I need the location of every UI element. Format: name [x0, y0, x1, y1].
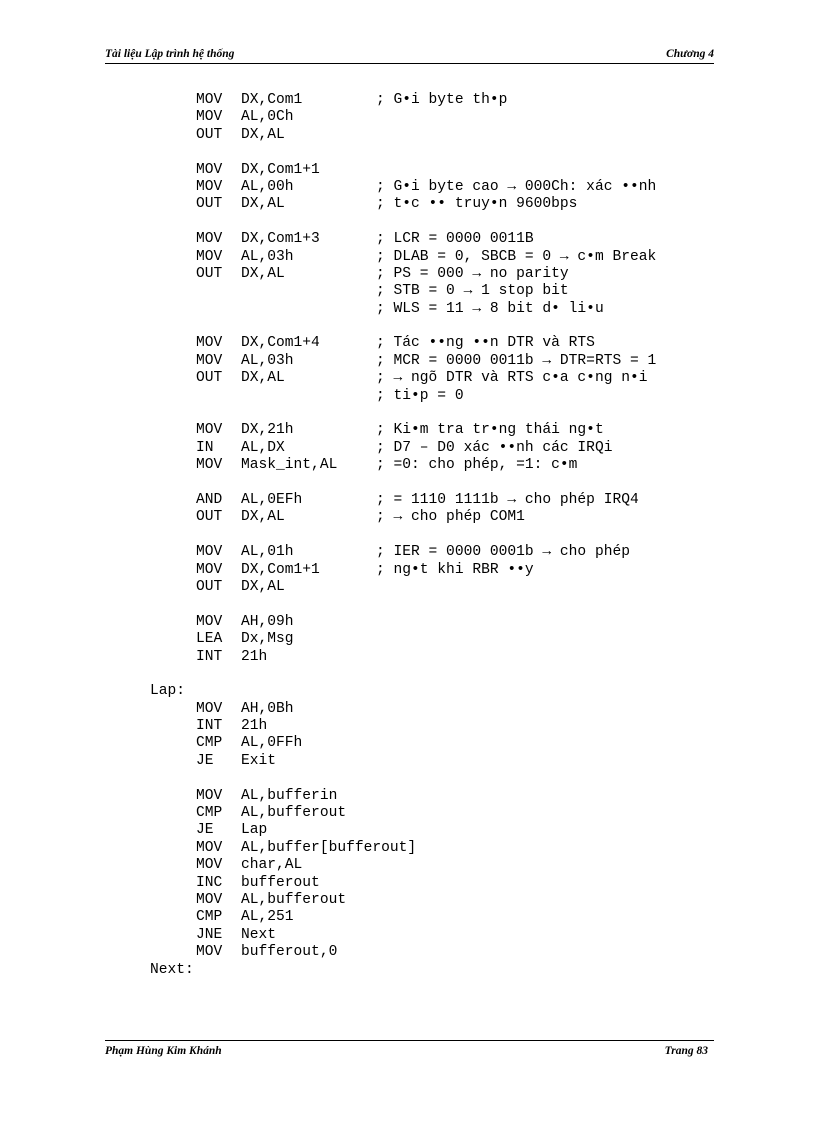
code-operand: AL,bufferout: [241, 891, 347, 908]
code-comment: ; IER = 0000 0001b → cho phép: [376, 544, 630, 561]
code-operand: DX,AL: [241, 265, 285, 282]
code-line: [150, 370, 750, 387]
code-operand: DX,Com1+1: [241, 161, 320, 178]
code-operand: Next: [241, 926, 277, 943]
code-comment: ; = 1110 1111b → cho phép IRQ4: [376, 491, 639, 508]
code-line: [150, 335, 750, 352]
code-line: [150, 875, 750, 892]
code-opcode: MOV: [196, 352, 223, 369]
code-line: [150, 301, 750, 318]
code-opcode: MOV: [196, 944, 223, 961]
code-opcode: JE: [196, 822, 214, 839]
code-comment: ; Ki•m tra tr•ng thái ng•t: [376, 422, 604, 439]
code-line: [150, 544, 750, 561]
code-operand: AL,03h: [241, 248, 294, 265]
code-operand: DX,AL: [241, 370, 285, 387]
code-line: [150, 788, 750, 805]
code-operand: AL,251: [241, 909, 294, 926]
code-line: [150, 353, 750, 370]
code-opcode: MOV: [196, 161, 223, 178]
code-operand: AL,bufferin: [241, 787, 338, 804]
code-opcode: JNE: [196, 926, 223, 943]
code-opcode: MOV: [196, 231, 223, 248]
code-opcode: OUT: [196, 126, 223, 143]
code-operand: Mask_int,AL: [241, 457, 338, 474]
code-operand: AL,bufferout: [241, 805, 347, 822]
code-operand: 21h: [241, 648, 268, 665]
code-blank-line: [150, 770, 750, 787]
code-opcode: MOV: [196, 109, 223, 126]
code-blank-line: [150, 144, 750, 161]
code-operand: AL,00h: [241, 178, 294, 195]
code-opcode: INT: [196, 718, 223, 735]
code-operand: Exit: [241, 752, 277, 769]
code-line: [150, 179, 750, 196]
code-opcode: INC: [196, 874, 223, 891]
code-operand: AH,0Bh: [241, 700, 294, 717]
code-line: [150, 162, 750, 179]
code-comment: ; DLAB = 0, SBCB = 0 → c•m Break: [376, 248, 657, 265]
code-line: [150, 805, 750, 822]
code-line: [150, 92, 750, 109]
code-comment: ; Tác ••ng ••n DTR và RTS: [376, 335, 595, 352]
code-operand: DX,AL: [241, 578, 285, 595]
code-opcode: MOV: [196, 839, 223, 856]
code-opcode: OUT: [196, 578, 223, 595]
code-blank-line: [150, 666, 750, 683]
code-line: [150, 840, 750, 857]
code-line: [150, 822, 750, 839]
code-opcode: OUT: [196, 509, 223, 526]
page-footer: [105, 1040, 714, 1061]
code-operand: Dx,Msg: [241, 631, 294, 648]
code-blank-line: [150, 214, 750, 231]
code-line: [150, 614, 750, 631]
code-comment: ; → cho phép COM1: [376, 509, 525, 526]
code-line: [150, 735, 750, 752]
code-comment: ; WLS = 11 → 8 bit d• li•u: [376, 300, 604, 317]
code-line: [150, 649, 750, 666]
code-operand: AL,0Ch: [241, 109, 294, 126]
code-operand: AH,09h: [241, 613, 294, 630]
code-comment: ; G•i byte cao → 000Ch: xác ••nh: [376, 178, 657, 195]
code-opcode: MOV: [196, 787, 223, 804]
code-line: [150, 701, 750, 718]
code-opcode: MOV: [196, 561, 223, 578]
code-operand: 21h: [241, 718, 268, 735]
code-opcode: CMP: [196, 909, 223, 926]
code-opcode: MOV: [196, 335, 223, 352]
code-operand: DX,Com1+3: [241, 231, 320, 248]
code-line: [150, 266, 750, 283]
code-opcode: MOV: [196, 92, 223, 108]
code-line: [150, 196, 750, 213]
code-label: Lap:: [150, 683, 186, 700]
code-label: Next:: [150, 961, 194, 978]
code-comment: ; G•i byte th•p: [376, 92, 508, 108]
code-operand: AL,0FFh: [241, 735, 303, 752]
code-line: [150, 422, 750, 439]
code-line: [150, 718, 750, 735]
code-opcode: AND: [196, 491, 223, 508]
code-opcode: MOV: [196, 613, 223, 630]
code-comment: ; LCR = 0000 0011B: [376, 231, 534, 248]
code-line: [150, 631, 750, 648]
code-operand: Lap: [241, 822, 268, 839]
footer-author: Phạm Hùng Kim Khánh: [105, 1045, 222, 1057]
code-blank-line: [150, 405, 750, 422]
code-line: [150, 249, 750, 266]
code-opcode: OUT: [196, 265, 223, 282]
code-opcode: CMP: [196, 735, 223, 752]
code-line: [150, 388, 750, 405]
code-line: [150, 283, 750, 300]
code-opcode: OUT: [196, 196, 223, 213]
code-comment: ; → ngõ DTR và RTS c•a c•ng n•i: [376, 370, 648, 387]
code-operand: DX,AL: [241, 509, 285, 526]
code-line: [150, 927, 750, 944]
code-comment: ; D7 – D0 xác ••nh các IRQi: [376, 439, 613, 456]
code-comment: ; MCR = 0000 0011b → DTR=RTS = 1: [376, 352, 657, 369]
code-operand: bufferout,0: [241, 944, 338, 961]
code-operand: DX,AL: [241, 126, 285, 143]
code-opcode: INT: [196, 648, 223, 665]
code-opcode: OUT: [196, 370, 223, 387]
code-operand: DX,Com1: [241, 92, 303, 108]
code-line: [150, 509, 750, 526]
code-opcode: LEA: [196, 631, 223, 648]
code-operand: AL,0EFh: [241, 491, 303, 508]
code-operand: DX,Com1+1: [241, 561, 320, 578]
code-operand: bufferout: [241, 874, 320, 891]
code-line: [150, 579, 750, 596]
code-line: [150, 127, 750, 144]
page-header: [105, 46, 714, 64]
code-opcode: MOV: [196, 891, 223, 908]
code-comment: ; ng•t khi RBR ••y: [376, 561, 534, 578]
code-comment: ; =0: cho phép, =1: c•m: [376, 457, 578, 474]
code-opcode: MOV: [196, 248, 223, 265]
code-opcode: MOV: [196, 700, 223, 717]
code-operand: char,AL: [241, 857, 303, 874]
code-line: [150, 857, 750, 874]
code-line: [150, 909, 750, 926]
code-line: [150, 562, 750, 579]
code-operand: AL,buffer[bufferout]: [241, 839, 417, 856]
code-comment: ; t•c •• truy•n 9600bps: [376, 196, 578, 213]
code-blank-line: [150, 318, 750, 335]
header-document-title: Tài liệu Lập trình hệ thống: [105, 48, 235, 60]
code-line: [150, 440, 750, 457]
code-opcode: IN: [196, 439, 214, 456]
code-blank-line: [150, 475, 750, 492]
code-comment: ; PS = 000 → no parity: [376, 265, 569, 282]
code-opcode: MOV: [196, 857, 223, 874]
code-listing: [150, 92, 750, 979]
code-comment: ; STB = 0 → 1 stop bit: [376, 283, 569, 300]
code-line: [150, 109, 750, 126]
code-line: [150, 944, 750, 961]
code-label-line: [150, 683, 750, 700]
code-operand: DX,21h: [241, 422, 294, 439]
code-operand: AL,DX: [241, 439, 285, 456]
header-chapter: Chương 4: [666, 48, 714, 60]
code-opcode: MOV: [196, 422, 223, 439]
code-opcode: JE: [196, 752, 214, 769]
code-line: [150, 753, 750, 770]
code-line: [150, 492, 750, 509]
code-operand: DX,AL: [241, 196, 285, 213]
code-opcode: MOV: [196, 178, 223, 195]
code-operand: AL,03h: [241, 352, 294, 369]
code-blank-line: [150, 596, 750, 613]
code-line: [150, 231, 750, 248]
code-line: [150, 457, 750, 474]
code-opcode: CMP: [196, 805, 223, 822]
code-opcode: MOV: [196, 457, 223, 474]
code-operand: AL,01h: [241, 544, 294, 561]
footer-page-number: Trang 83: [664, 1045, 708, 1057]
code-line: [150, 892, 750, 909]
code-opcode: MOV: [196, 544, 223, 561]
code-blank-line: [150, 527, 750, 544]
code-label-line: [150, 962, 750, 979]
code-comment: ; ti•p = 0: [376, 387, 464, 404]
code-operand: DX,Com1+4: [241, 335, 320, 352]
